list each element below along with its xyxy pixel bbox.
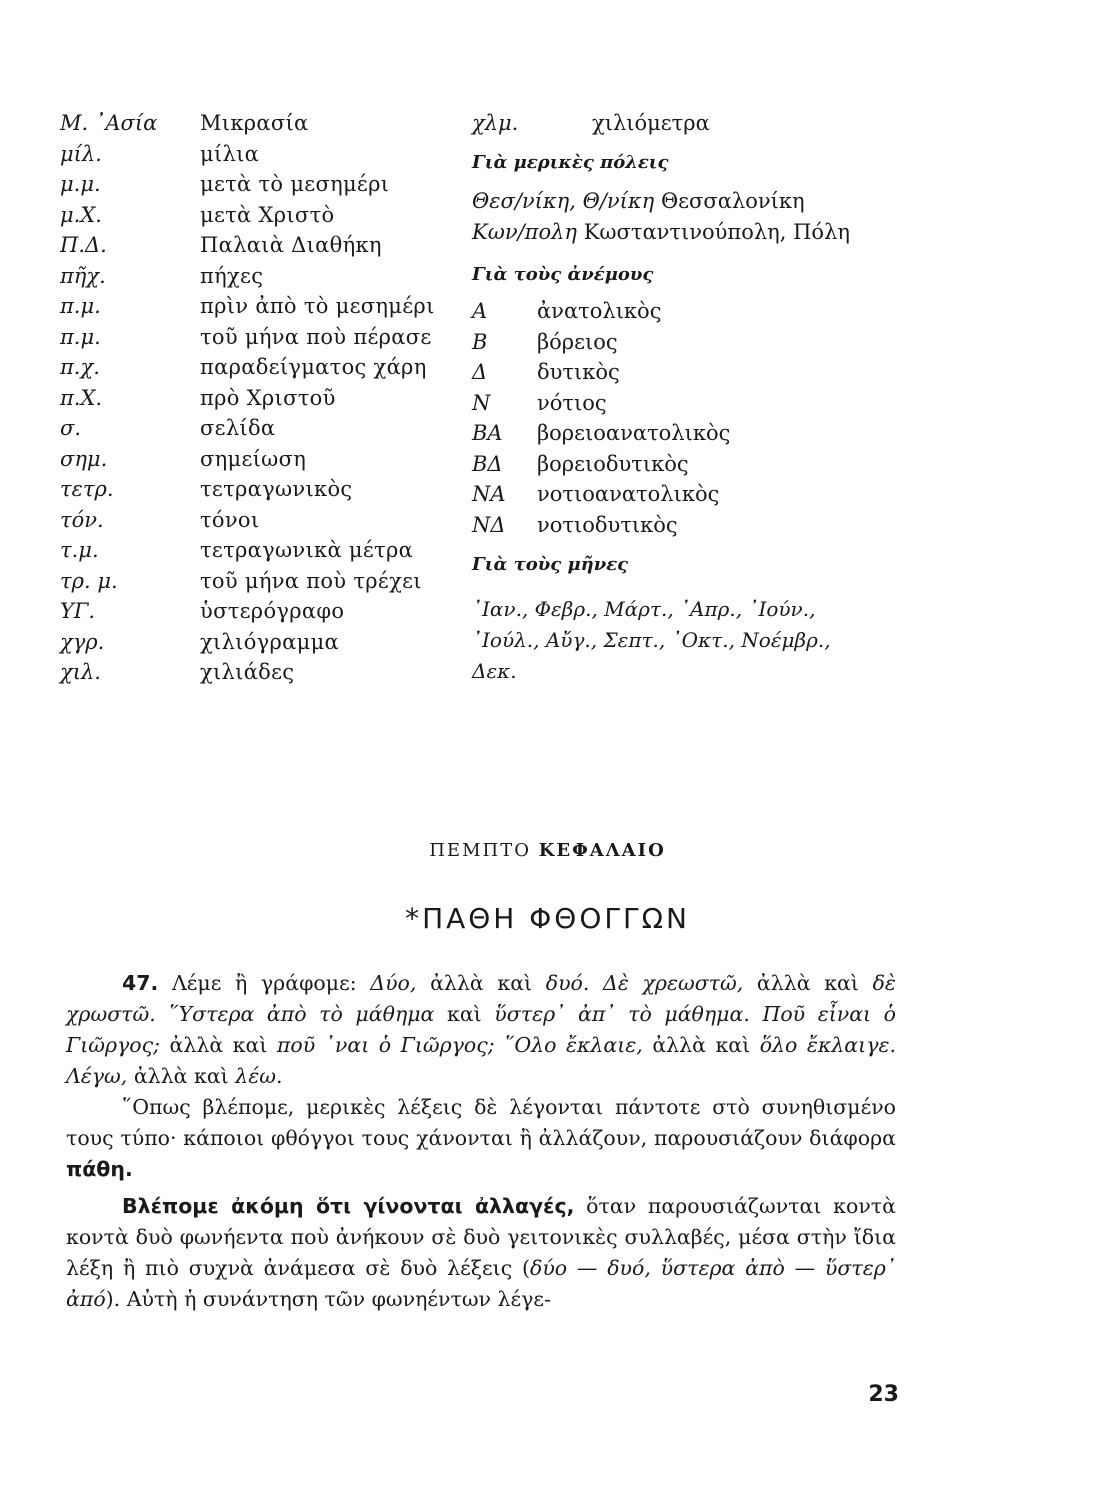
abbreviation-key: τρ. μ. — [60, 568, 118, 593]
abbreviation-row — [60, 261, 460, 292]
text-run: ἀλλὰ καὶ — [652, 1033, 751, 1057]
abbreviation-row — [60, 535, 460, 566]
wind-value: βόρειος — [537, 329, 618, 354]
abbreviation-key: χγρ. — [60, 629, 105, 654]
abbreviation-key: π.Χ. — [60, 385, 103, 410]
abbreviation-row — [60, 383, 460, 414]
abbreviation-value: τετραγωνικὸς — [200, 477, 353, 501]
city-line — [472, 186, 912, 217]
abbreviation-value: πήχες — [200, 263, 264, 288]
example-text: ὅλο ἔκλαιγε. Λέγω, — [66, 1033, 896, 1088]
winds-heading: Γιὰ τοὺς ἀνέμους — [472, 264, 654, 285]
city-full-name: Κωσταντινούπολη, Πόλη — [583, 220, 850, 244]
abbreviation-key: μ.Χ. — [60, 202, 102, 227]
city-abbreviation: Θεσ/νίκη, Θ/νίκη — [472, 189, 655, 213]
term-bold: πάθη — [66, 1157, 125, 1181]
text-run: ἀλλὰ καὶ — [133, 1064, 229, 1088]
abbreviation-value: πρὸ Χριστοῦ — [200, 385, 336, 410]
wind-value: νότιος — [537, 390, 607, 415]
chapter-label-word: ΚΕΦΑΛΑΙΟ — [538, 840, 666, 861]
wind-key: ΒΔ — [472, 451, 503, 476]
abbreviation-key: τόν. — [60, 507, 104, 532]
wind-value: βορειοδυτικὸς — [537, 451, 689, 476]
abbreviation-value: παραδείγματος χάρη — [200, 355, 427, 379]
abbreviation-key: π.χ. — [60, 355, 100, 379]
abbreviation-row — [60, 200, 460, 231]
winds-list — [472, 296, 912, 540]
months-line: ᾿Ιούλ., Αὔγ., Σεπτ., ᾿Οκτ., Νοέμβρ., — [472, 628, 831, 652]
example-text: Δύο, — [370, 971, 417, 995]
abbreviation-value: χιλιόμετρα — [592, 111, 710, 135]
abbreviation-value: χιλιόγραμμα — [200, 629, 340, 654]
text-run: ἀλλὰ καὶ — [756, 971, 859, 995]
abbreviation-row — [60, 108, 460, 139]
abbreviation-row — [60, 413, 460, 444]
abbreviation-value: χιλιάδες — [200, 660, 295, 684]
example-text: λέω. — [235, 1064, 283, 1088]
abbreviation-key: πῆχ. — [60, 263, 106, 288]
abbreviation-value: πρὶν ἀπὸ τὸ μεσημέρι — [200, 294, 435, 318]
months-heading: Γιὰ τοὺς μῆνες — [472, 554, 629, 575]
right-column — [472, 108, 912, 687]
chapter-label — [0, 840, 1095, 861]
abbreviation-key: ΥΓ. — [60, 599, 96, 623]
wind-key: Α — [472, 299, 488, 323]
wind-key: Β — [472, 329, 488, 354]
abbreviation-row — [60, 657, 460, 688]
text-run: Λέμε ἢ γράφομε: — [171, 971, 357, 995]
text-run: καὶ — [447, 1002, 482, 1026]
abbreviation-row — [60, 139, 460, 170]
abbreviation-row-km — [472, 108, 912, 138]
abbreviation-row — [60, 505, 460, 536]
wind-key: Ν — [472, 390, 491, 415]
wind-key: ΝΔ — [472, 512, 506, 537]
example-text: ὕστερ᾿ ἀπ᾿ τὸ μάθημα. Ποῦ εἶναι ὁ Γιῶργος; — [66, 1002, 897, 1057]
text-run: ἀλλὰ καὶ — [169, 1033, 268, 1057]
text-run: ῞Οπως βλέπομε, μερικὲς λέξεις δὲ λέγονται πάντοτε στὸ συνηθισμένο τους τύπο· κάποιοι φθόγγοι τους χάνονται ἢ ἀλλάζουν, παρουσιάζουν διάφορα — [66, 1095, 896, 1150]
abbreviation-row — [60, 230, 460, 261]
text-run: . — [124, 1157, 133, 1181]
wind-row — [472, 479, 912, 510]
abbreviation-table — [60, 108, 460, 688]
chapter-label-prefix: ΠΕΜΠΤΟ — [429, 840, 531, 861]
abbreviation-value: Παλαιὰ Διαθήκη — [200, 233, 382, 257]
abbreviation-row — [60, 291, 460, 322]
months-line: ᾿Ιαν., Φεβρ., Μάρτ., ᾿Απρ., ᾿Ιούν., — [472, 597, 816, 621]
abbreviation-value: τοῦ μήνα ποὺ πέρασε — [200, 324, 432, 349]
wind-key: Δ — [472, 360, 488, 384]
abbreviation-key: Μ. ᾿Ασία — [60, 111, 158, 135]
abbreviation-value: μετὰ τὸ μεσημέρι — [200, 172, 390, 196]
wind-row — [472, 357, 912, 388]
chapter-title: *ΠΑΘΗ ΦΘΟΓΓΩΝ — [405, 902, 690, 935]
example-text: δυό. Δὲ χρεωστῶ, — [545, 971, 744, 995]
abbreviation-row — [60, 322, 460, 353]
abbreviation-value: ὑστερόγραφο — [200, 599, 345, 623]
body-text — [66, 968, 896, 1315]
abbreviation-key: τ.μ. — [60, 538, 99, 562]
months-line: Δεκ. — [472, 659, 517, 683]
text-run: ). Αὐτὴ ἡ συνάντηση τῶν φωνηέντων λέγε- — [105, 1287, 551, 1311]
cities-list — [472, 186, 912, 248]
example-text: δὲ χρωστῶ. ῞Υστερα ἀπὸ τὸ μάθημα — [66, 971, 896, 1026]
abbreviation-row — [60, 627, 460, 658]
example-text: ποῦ ᾿ναι ὁ Γιῶργος; ῞Ολο ἔκλαιε, — [276, 1033, 643, 1057]
abbreviation-value: μετὰ Χριστὸ — [200, 202, 335, 227]
abbreviation-value: μίλια — [200, 141, 260, 166]
abbreviation-row — [60, 169, 460, 200]
wind-key: ΒΑ — [472, 421, 503, 445]
abbreviation-row — [60, 474, 460, 505]
paragraph-number: 47. — [122, 971, 159, 995]
wind-row — [472, 296, 912, 327]
term-bold: Βλέπομε ἀκόμη ὅτι γίνονται ἀλλαγές, — [122, 1194, 575, 1218]
wind-row — [472, 449, 912, 480]
page-number: 23 — [868, 1382, 899, 1407]
months-list — [472, 594, 912, 687]
wind-value: νοτιοανατολικὸς — [537, 482, 720, 506]
abbreviation-value: σημείωση — [200, 446, 307, 471]
abbreviation-key: σημ. — [60, 446, 108, 471]
abbreviation-key: π.μ. — [60, 294, 101, 318]
abbreviation-row — [60, 596, 460, 627]
wind-value: ἀνατολικὸς — [537, 299, 662, 323]
abbreviation-key: χλμ. — [472, 111, 519, 135]
abbreviation-key: Π.Δ. — [60, 233, 107, 257]
wind-row — [472, 327, 912, 358]
paragraph — [66, 1092, 896, 1185]
wind-row — [472, 418, 912, 449]
abbreviation-row — [60, 444, 460, 475]
city-line — [472, 217, 912, 248]
abbreviation-key: μ.μ. — [60, 172, 101, 196]
cities-heading: Γιὰ μερικὲς πόλεις — [472, 152, 669, 173]
city-abbreviation: Κων/πολη — [472, 220, 577, 244]
abbreviation-row — [60, 566, 460, 597]
abbreviation-key: π.μ. — [60, 324, 101, 349]
abbreviation-value: τόνοι — [200, 507, 260, 532]
wind-row — [472, 388, 912, 419]
abbreviation-key: χιλ. — [60, 660, 101, 684]
text-run: ἀλλὰ καὶ — [430, 971, 533, 995]
abbreviation-value: σελίδα — [200, 416, 276, 440]
example-text: δύο — δυό, ὕστερα ἀπὸ — ὕστερ᾿ ἀπό — [66, 1256, 897, 1311]
abbreviation-key: μίλ. — [60, 141, 102, 166]
paragraph — [66, 1191, 896, 1315]
abbreviation-value: Μικρασία — [200, 111, 309, 135]
abbreviation-value: τοῦ μήνα ποὺ τρέχει — [200, 568, 422, 593]
abbreviation-key: τετρ. — [60, 477, 114, 501]
city-full-name: Θεσσαλονίκη — [660, 189, 805, 213]
wind-value: βορειοανατολικὸς — [537, 421, 731, 445]
abbreviation-row — [60, 352, 460, 383]
wind-value: δυτικὸς — [537, 360, 620, 384]
wind-value: νοτιοδυτικὸς — [537, 512, 678, 537]
wind-key: ΝΑ — [472, 482, 506, 506]
wind-row — [472, 510, 912, 541]
paragraph-47 — [66, 968, 896, 1092]
abbreviation-value: τετραγωνικὰ μέτρα — [200, 538, 414, 562]
abbreviation-key: σ. — [60, 416, 82, 440]
text-run: ὅταν παρουσιάζωνται κοντὰ κοντὰ δυὸ φωνήεντα ποὺ ἀνήκουν σὲ δυὸ γειτονικὲς συλλαβές, μέσα στὴν ἴδια λέξη ἢ πιὸ συχνὰ ἀνάμεσα σὲ δυὸ λέξεις ( — [66, 1194, 896, 1280]
